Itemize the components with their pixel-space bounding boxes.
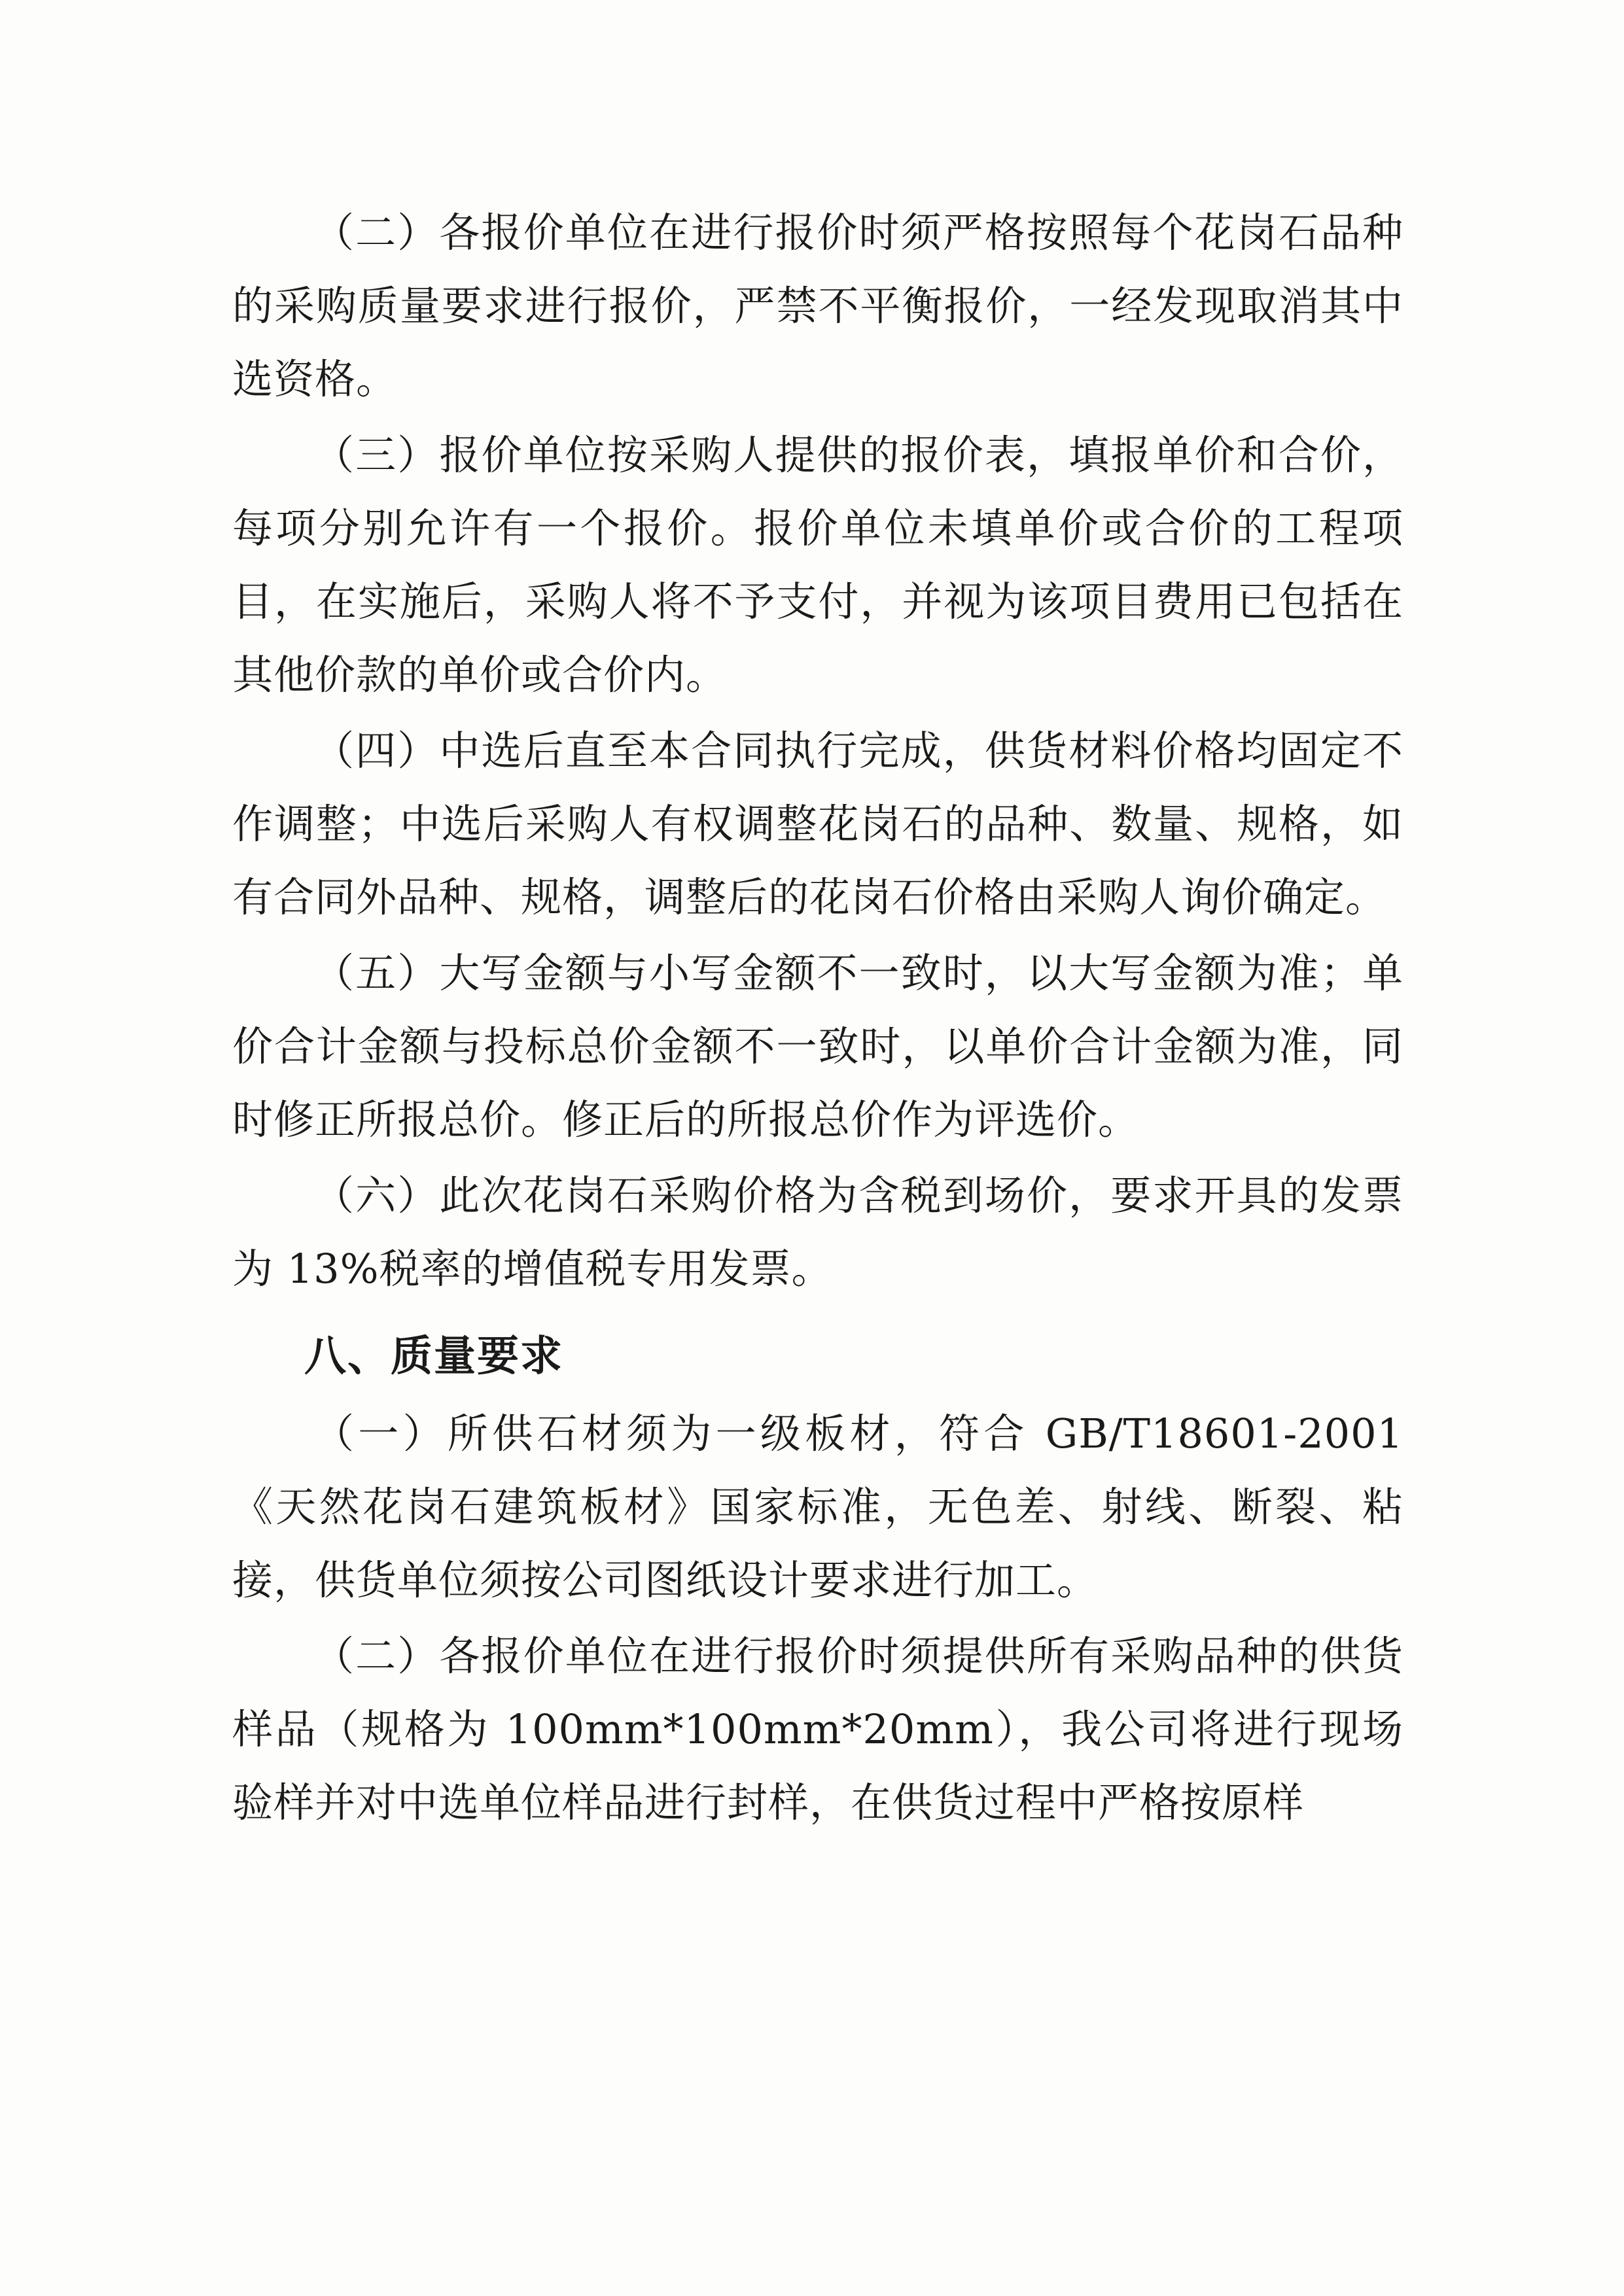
document-body (232, 196, 1403, 1842)
paragraph-clause-8-2: （二）各报价单位在进行报价时须提供所有采购品种的供货样品（规格为 100mm*100mm*20mm），我公司将进行现场验样并对中选单位样品进行封样，在供货过程中严格按原样 (232, 1632, 1403, 1826)
paragraph-clause-7-5: （五）大写金额与小写金额不一致时，以大写金额为准；单价合计金额与投标总价金额不一致时，以单价合计金额为准，同时修正所报总价。修正后的所报总价作为评选价。 (232, 949, 1403, 1143)
paragraph-clause-7-6: （六）此次花岗石采购价格为含税到场价，要求开具的发票为 13%税率的增值税专用发票。 (232, 1172, 1403, 1293)
paragraph-clause-7-4: （四）中选后直至本合同执行完成，供货材料价格均固定不作调整；中选后采购人有权调整花岗石的品种、数量、规格，如有合同外品种、规格，调整后的花岗石价格由采购人询价确定。 (232, 727, 1403, 921)
paragraph-clause-7-3: （三）报价单位按采购人提供的报价表，填报单价和合价，每项分别允许有一个报价。报价单位未填单价或合价的工程项目，在实施后，采购人将不予支付，并视为该项目费用已包括在其他价款的单价或合价内。 (232, 431, 1403, 699)
paragraph-clause-8-1: （一）所供石材须为一级板材，符合 GB/T18601-2001《天然花岗石建筑板材》国家标准，无色差、射线、断裂、粘接，供货单位须按公司图纸设计要求进行加工。 (232, 1410, 1403, 1604)
section-heading-quality-requirements: 八、质量要求 (304, 1332, 563, 1381)
paragraph-clause-7-2: （二）各报价单位在进行报价时须严格按照每个花岗石品种的采购质量要求进行报价，严禁不平衡报价，一经发现取消其中选资格。 (232, 209, 1403, 403)
